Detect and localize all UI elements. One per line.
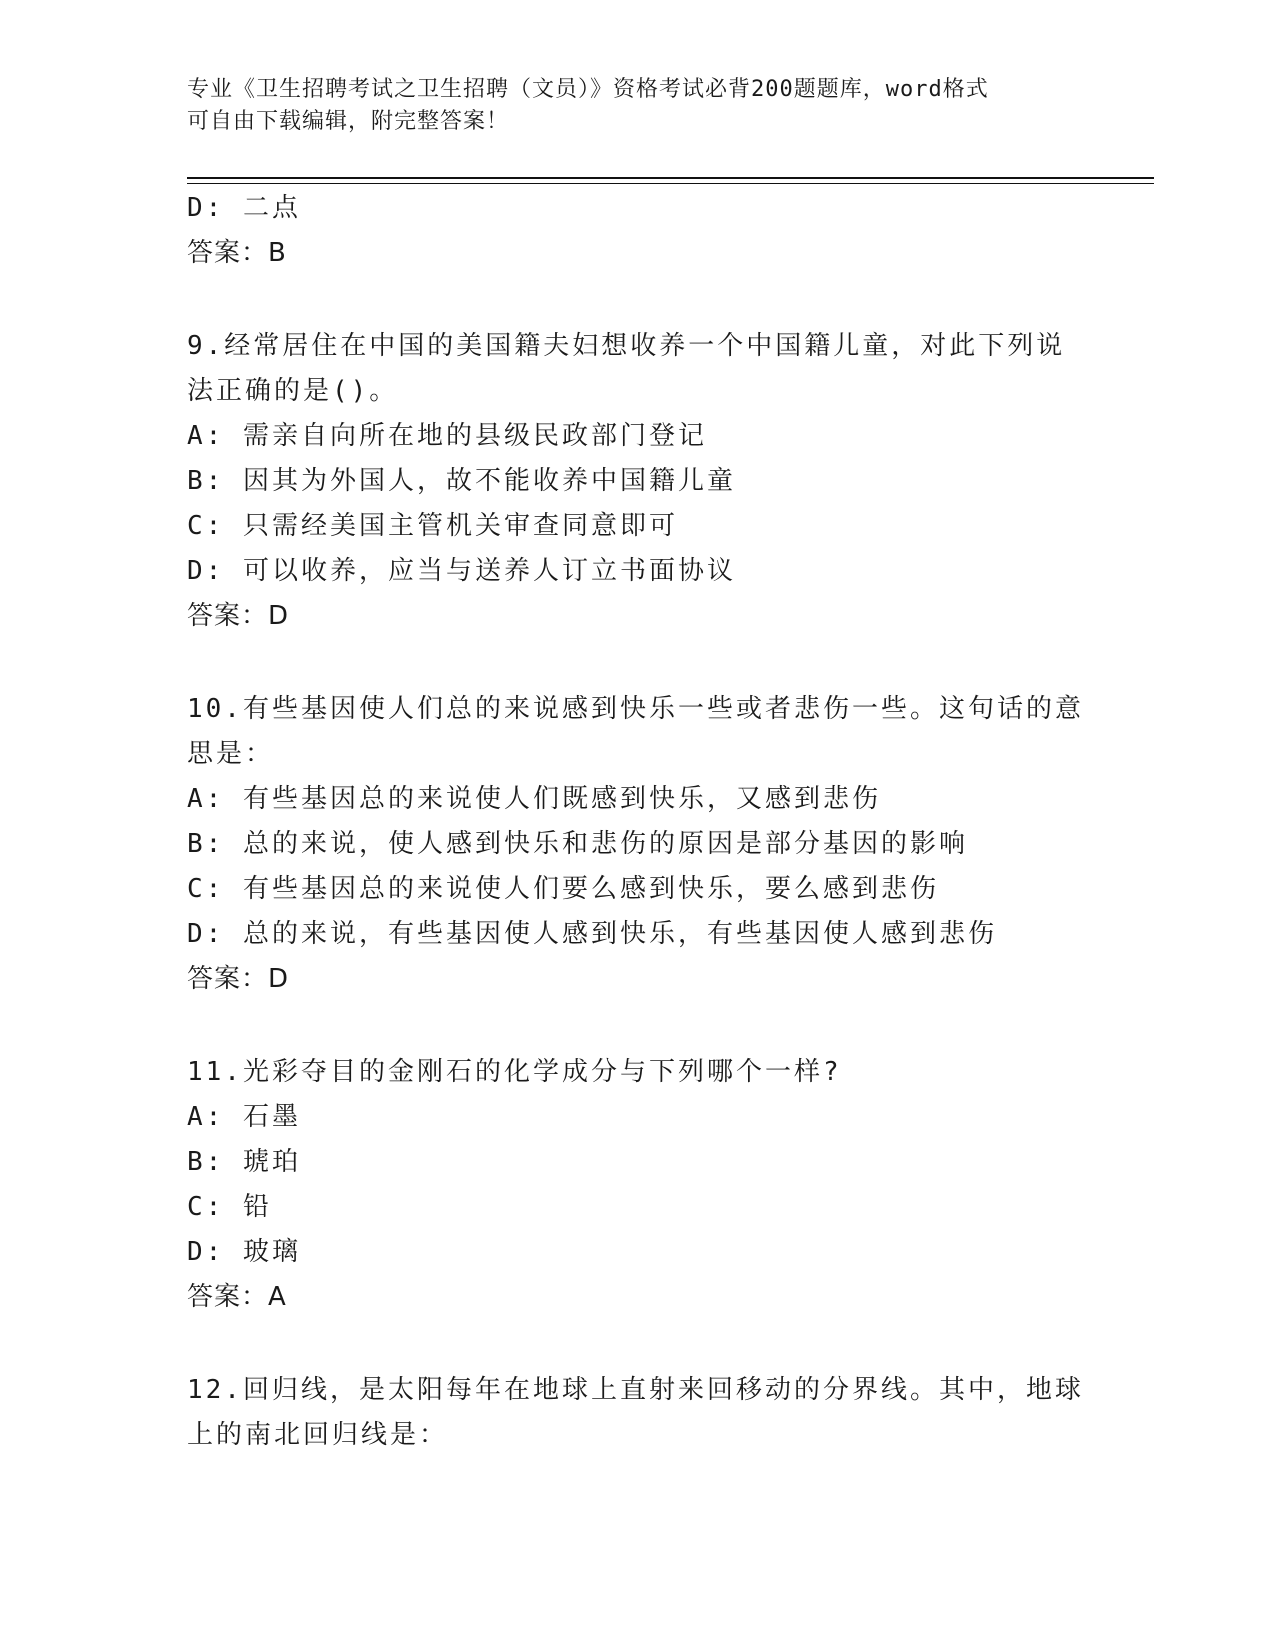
question-10 [187,687,1087,1002]
document-body [187,186,1087,1458]
header-line-2: 可自由下载编辑，附完整答案！ [187,109,510,134]
question-stem: 法正确的是()。 [187,376,399,406]
question-stem: 9.经常居住在中国的美国籍夫妇想收养一个中国籍儿童，对此下列说 [187,331,1066,361]
header-line-1: 专业《卫生招聘考试之卫生招聘（文员）》资格考试必背200题题库，word格式 [187,77,989,102]
option-c: C: 只需经美国主管机关审查同意即可 [187,511,678,541]
spacer [187,276,1087,324]
question-stem: 11.光彩夺目的金刚石的化学成分与下列哪个一样? [187,1057,842,1087]
header-divider-thick [187,177,1154,179]
answer: 答案：B [187,238,287,268]
option-a: A: 石墨 [187,1102,301,1132]
question-12 [187,1368,1087,1458]
option-d: D: 总的来说，有些基因使人感到快乐，有些基因使人感到悲伤 [187,919,997,949]
header-divider-thin [187,183,1154,184]
option-c: C: 铅 [187,1192,272,1222]
question-stem: 上的南北回归线是： [187,1420,449,1450]
answer: 答案：A [187,1282,287,1312]
option-b: B: 总的来说，使人感到快乐和悲伤的原因是部分基因的影响 [187,829,968,859]
spacer [187,639,1087,687]
question-9 [187,324,1087,639]
answer: 答案：D [187,601,290,631]
answer: 答案：D [187,964,290,994]
question-11 [187,1050,1087,1320]
option-a: A: 需亲自向所在地的县级民政部门登记 [187,421,707,451]
option-b: B: 琥珀 [187,1147,301,1177]
question-stem: 10.有些基因使人们总的来说感到快乐一些或者悲伤一些。这句话的意 [187,694,1084,724]
question-stem: 12.回归线，是太阳每年在地球上直射来回移动的分界线。其中，地球 [187,1375,1084,1405]
document-header [187,74,1067,138]
option-d: D: 二点 [187,193,301,223]
option-d: D: 玻璃 [187,1237,301,1267]
question-stem: 思是： [187,739,275,769]
option-a: A: 有些基因总的来说使人们既感到快乐，又感到悲伤 [187,784,881,814]
spacer [187,1002,1087,1050]
option-b: B: 因其为外国人，故不能收养中国籍儿童 [187,466,736,496]
spacer [187,1320,1087,1368]
option-c: C: 有些基因总的来说使人们要么感到快乐，要么感到悲伤 [187,874,939,904]
option-d: D: 可以收养，应当与送养人订立书面协议 [187,556,736,586]
